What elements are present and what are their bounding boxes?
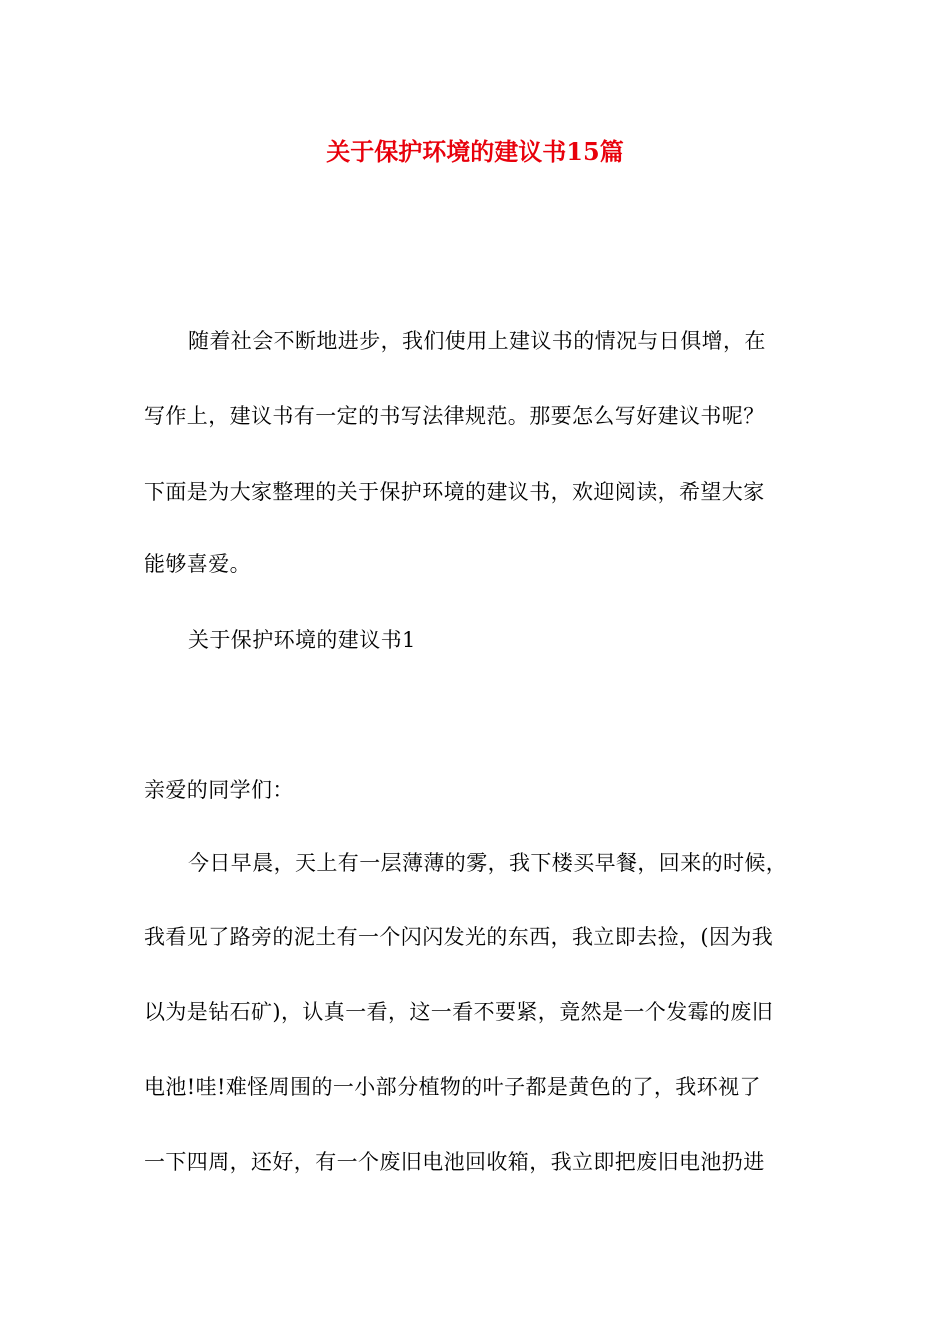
section-heading: 关于保护环境的建议书1: [188, 628, 416, 652]
intro-line-3: 下面是为大家整理的关于保护环境的建议书，欢迎阅读，希望大家: [144, 480, 765, 504]
document-title: 关于保护环境的建议书15篇: [326, 137, 624, 166]
body-line-4: 电池!哇!难怪周围的一小部分植物的叶子都是黄色的了，我环视了: [144, 1075, 761, 1099]
intro-line-1: 随着社会不断地进步，我们使用上建议书的情况与日俱增，在: [188, 329, 766, 353]
intro-line-2: 写作上，建议书有一定的书写法律规范。那要怎么写好建议书呢？: [144, 404, 765, 428]
body-line-5: 一下四周，还好，有一个废旧电池回收箱，我立即把废旧电池扔进: [144, 1150, 765, 1174]
salutation: 亲爱的同学们：: [144, 778, 294, 802]
intro-line-4: 能够喜爱。: [144, 552, 251, 576]
body-line-1: 今日早晨，天上有一层薄薄的雾，我下楼买早餐，回来的时候，: [188, 851, 788, 875]
body-line-3: 以为是钻石矿)，认真一看，这一看不要紧，竟然是一个发霉的废旧: [144, 1000, 774, 1024]
body-line-2: 我看见了路旁的泥土有一个闪闪发光的东西，我立即去捡，(因为我: [144, 925, 774, 949]
